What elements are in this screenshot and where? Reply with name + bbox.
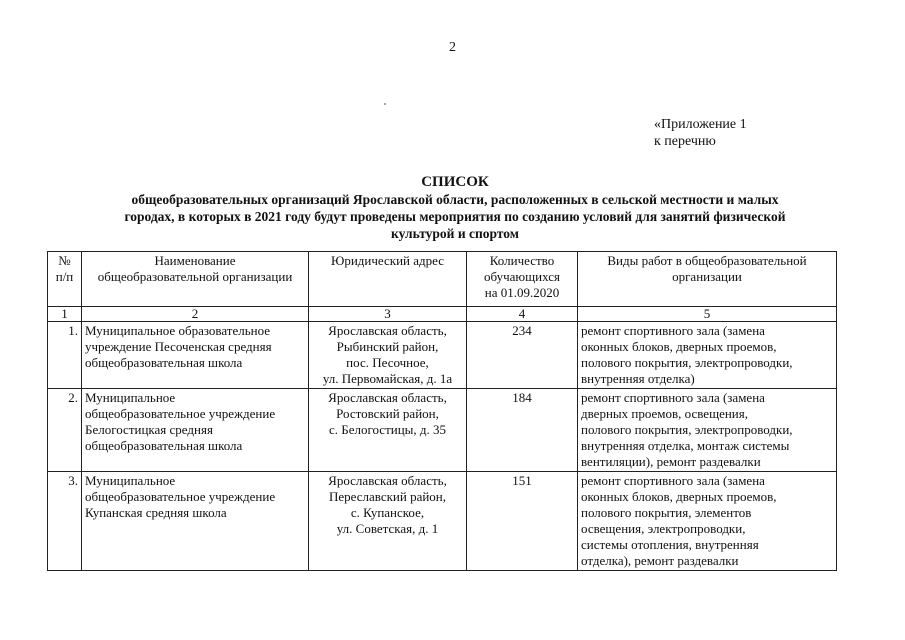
text-line: оконных блоков, дверных проемов, xyxy=(581,339,777,354)
table-row xyxy=(48,389,837,472)
text-line: полового покрытия, электропроводки, xyxy=(581,422,793,437)
text-line: Ярославская область, xyxy=(328,390,447,405)
column-number: 4 xyxy=(467,307,578,322)
appendix-note xyxy=(654,116,747,150)
text-line: п/п xyxy=(55,269,74,284)
row-number: 2. xyxy=(48,389,82,472)
text-line: Белогостицкая средняя xyxy=(85,422,213,437)
text-line: оконных блоков, дверных проемов, xyxy=(581,489,777,504)
text-line: общеобразовательное учреждение xyxy=(85,406,276,421)
legal-address xyxy=(309,472,467,571)
text-line: отделка), ремонт раздевалки xyxy=(581,553,739,568)
text-line: ул. Первомайская, д. 1а xyxy=(322,371,453,386)
text-line: Рыбинский район, xyxy=(336,339,439,354)
text-line: системы отопления, внутренняя xyxy=(581,537,759,552)
text-line: полового покрытия, элементов xyxy=(581,505,752,520)
text-line: Купанская средняя школа xyxy=(85,505,227,520)
row-number: 1. xyxy=(48,322,82,389)
organizations-table xyxy=(47,251,837,571)
column-number: 2 xyxy=(82,307,309,322)
appendix-line-1: «Приложение 1 xyxy=(654,117,747,132)
column-number: 3 xyxy=(309,307,467,322)
text-line: Муниципальное образовательное xyxy=(85,323,271,338)
text-line: Муниципальное xyxy=(85,390,176,405)
text-line: с. Белогостицы, д. 35 xyxy=(328,422,447,437)
scan-speck xyxy=(384,103,386,105)
text-line: освещения, электропроводки, xyxy=(581,521,746,536)
text-line: Виды работ в общеобразовательной xyxy=(607,253,807,268)
table-row xyxy=(48,472,837,571)
text-line: общеобразовательная школа xyxy=(85,438,243,453)
text-line: пос. Песочное, xyxy=(346,355,429,370)
text-line: Ростовский район, xyxy=(336,406,439,421)
text-line: Ярославская область, xyxy=(328,323,447,338)
appendix-line-2: к перечню xyxy=(654,134,716,149)
table-row xyxy=(48,322,837,389)
text-line: ремонт спортивного зала (замена xyxy=(581,390,765,405)
text-line: общеобразовательной организации xyxy=(97,269,293,284)
text-line: внутренняя отделка, монтаж системы xyxy=(581,438,790,453)
text-line: Переславский район, xyxy=(328,489,447,504)
header-works xyxy=(578,252,837,307)
header-address xyxy=(309,252,467,307)
student-count: 151 xyxy=(467,472,578,571)
document-subtitle-line-2: городах, в которых в 2021 году будут проведены мероприятия по созданию условий для занятий физической xyxy=(124,209,786,224)
text-line: ремонт спортивного зала (замена xyxy=(581,473,765,488)
document-subtitle-line-1: общеобразовательных организаций Ярославской области, расположенных в сельской местности и малых xyxy=(131,192,779,207)
document-subtitle-line-3: культурой и спортом xyxy=(391,226,519,241)
text-line: внутренняя отделка) xyxy=(581,371,695,386)
works-description xyxy=(578,322,837,389)
text-line: на 01.09.2020 xyxy=(484,285,560,300)
title-block xyxy=(60,174,850,242)
text-line: Наименование xyxy=(154,253,236,268)
organization-name xyxy=(82,472,309,571)
header-name xyxy=(82,252,309,307)
text-line: обучающихся xyxy=(484,269,560,284)
text-line: общеобразовательная школа xyxy=(85,355,243,370)
text-line: Юридический адрес xyxy=(330,253,445,268)
table-header-row xyxy=(48,252,837,307)
legal-address xyxy=(309,389,467,472)
text-line: Ярославская область, xyxy=(328,473,447,488)
text-line: ремонт спортивного зала (замена xyxy=(581,323,765,338)
text-line: ул. Советская, д. 1 xyxy=(336,521,439,536)
text-line: организации xyxy=(672,269,742,284)
organization-name xyxy=(82,322,309,389)
legal-address xyxy=(309,322,467,389)
student-count: 234 xyxy=(467,322,578,389)
document-title: СПИСОК xyxy=(421,174,489,190)
column-number: 5 xyxy=(578,307,837,322)
column-number-row xyxy=(48,307,837,322)
row-number: 3. xyxy=(48,472,82,571)
text-line: общеобразовательное учреждение xyxy=(85,489,276,504)
column-number: 1 xyxy=(48,307,82,322)
header-count xyxy=(467,252,578,307)
table-body xyxy=(48,307,837,571)
text-line: учреждение Песоченская средняя xyxy=(85,339,272,354)
text-line: вентиляции), ремонт раздевалки xyxy=(581,454,761,469)
text-line: № xyxy=(58,253,71,268)
page-number: 2 xyxy=(449,40,456,55)
text-line: полового покрытия, электропроводки, xyxy=(581,355,793,370)
organization-name xyxy=(82,389,309,472)
text-line: Муниципальное xyxy=(85,473,176,488)
header-no xyxy=(48,252,82,307)
works-description xyxy=(578,389,837,472)
text-line: с. Купанское, xyxy=(350,505,425,520)
text-line: Количество xyxy=(489,253,555,268)
student-count: 184 xyxy=(467,389,578,472)
works-description xyxy=(578,472,837,571)
text-line: дверных проемов, освещения, xyxy=(581,406,748,421)
